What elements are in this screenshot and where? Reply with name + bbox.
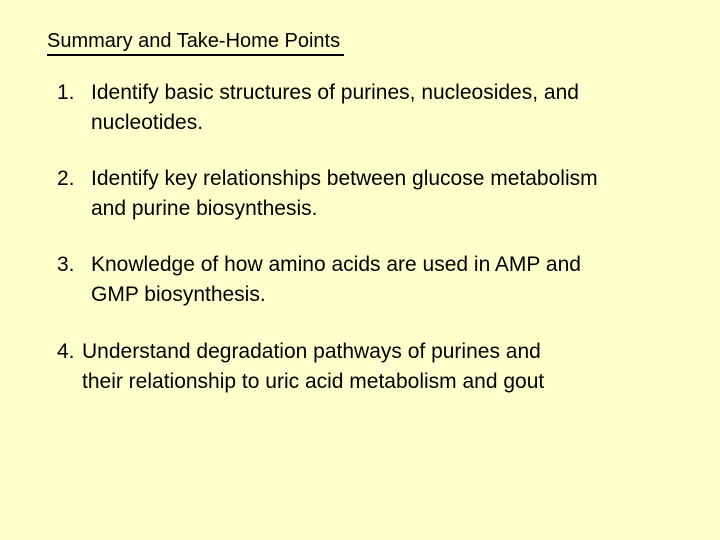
point-3-first-line xyxy=(57,250,581,280)
point-1-first-line xyxy=(57,78,579,108)
point-3-continuation: GMP biosynthesis. xyxy=(91,283,266,306)
point-4 xyxy=(57,337,544,397)
point-4-continuation: their relationship to uric acid metabolism and gout xyxy=(82,370,545,393)
point-3 xyxy=(57,250,581,310)
point-3-number: 3. xyxy=(57,253,75,276)
point-4-first-line xyxy=(57,337,544,367)
point-4-number: 4. xyxy=(57,340,75,363)
point-2 xyxy=(57,164,598,224)
point-2-first-line xyxy=(57,164,598,194)
point-2-number: 2. xyxy=(57,167,75,190)
point-3-text: Knowledge of how amino acids are used in AMP and xyxy=(91,253,581,276)
point-1-text: Identify basic structures of purines, nucleosides, and xyxy=(91,81,579,104)
slide-title: Summary and Take-Home Points xyxy=(47,29,344,56)
point-2-continuation: and purine biosynthesis. xyxy=(91,197,318,220)
point-1 xyxy=(57,78,579,138)
point-1-number: 1. xyxy=(57,81,75,104)
point-1-continuation: nucleotides. xyxy=(91,111,204,134)
point-4-text: Understand degradation pathways of purines and xyxy=(82,340,541,363)
point-2-text: Identify key relationships between glucose metabolism xyxy=(91,167,598,190)
